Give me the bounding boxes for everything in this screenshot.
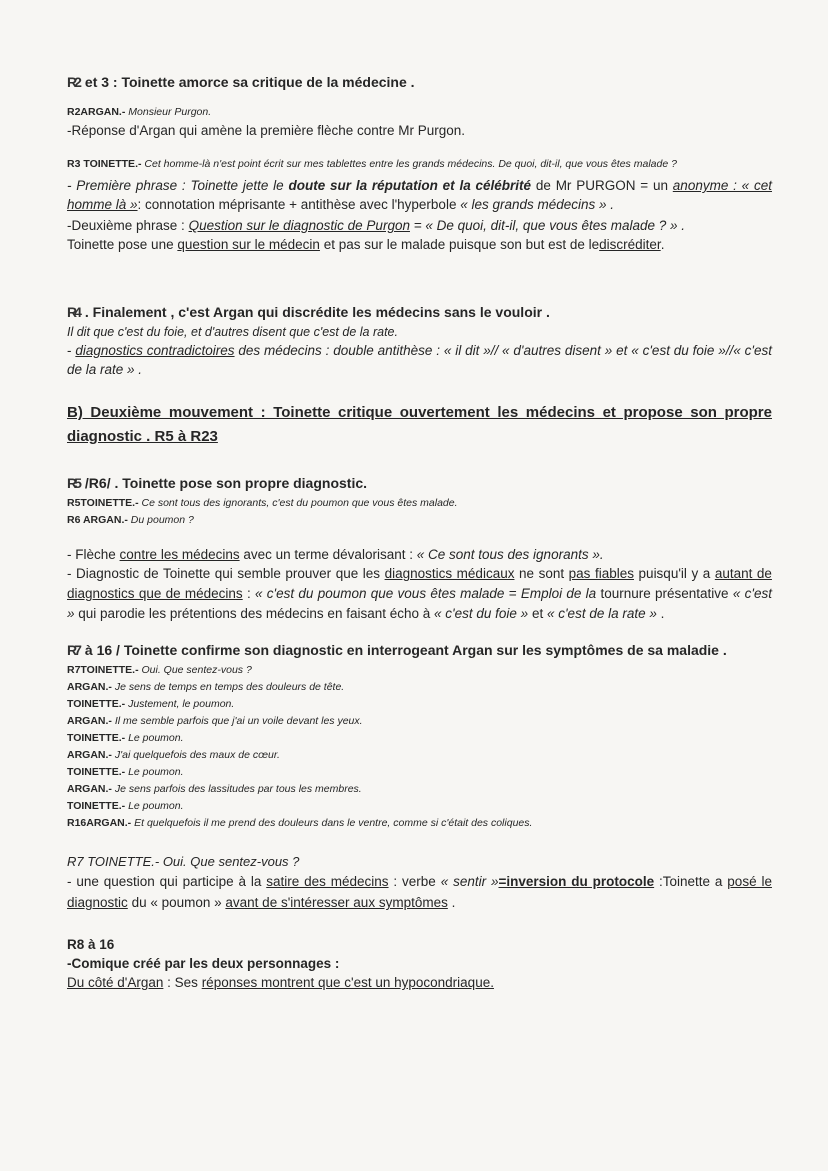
analysis-paragraph bbox=[67, 871, 772, 913]
text: « c'est » bbox=[67, 586, 772, 621]
text: « c'est du foie » bbox=[434, 606, 529, 621]
analysis-paragraph bbox=[67, 176, 772, 214]
underlined-text: réponses montrent que c'est un hypocondriaque. bbox=[201, 975, 494, 990]
speaker: ARGAN.- bbox=[67, 783, 112, 795]
text: et bbox=[616, 343, 628, 358]
text: . bbox=[660, 606, 665, 621]
speaker: TOINETTE.- bbox=[67, 800, 126, 812]
dialogue-block bbox=[67, 662, 772, 832]
dialogue-line bbox=[67, 815, 772, 832]
speech: Oui. Que sentez-vous ? bbox=[141, 664, 252, 676]
text: avec un terme dévalorisant : bbox=[243, 547, 413, 562]
dialogue-line bbox=[67, 156, 772, 172]
underlined-text: satire des médecins bbox=[266, 874, 389, 889]
analysis-line bbox=[67, 545, 772, 564]
underlined-text: question sur le médecin bbox=[177, 237, 320, 252]
text: et pas sur le malade puisque son but est de le bbox=[323, 237, 600, 252]
dialogue-line bbox=[67, 764, 772, 781]
speaker: R3 TOINETTE.- bbox=[67, 158, 142, 170]
section-marker: R4 bbox=[67, 304, 79, 320]
underlined-text: diagnostics contradictoires bbox=[75, 343, 235, 358]
text: - Diagnostic de Toinette qui semble prouver que les bbox=[67, 566, 381, 581]
text: : verbe bbox=[393, 874, 436, 889]
text: :Toinette a bbox=[659, 874, 723, 889]
text: . bbox=[660, 237, 665, 252]
section-title-text: à 16 / Toinette confirme son diagnostic en interrogeant Argan sur les symptômes de sa maladie . bbox=[84, 642, 727, 658]
underlined-text: pas fiables bbox=[568, 566, 634, 581]
text: qui parodie les prétentions des médecins en faisant écho à bbox=[78, 606, 431, 621]
analysis-line bbox=[67, 235, 772, 254]
speaker: TOINETTE.- bbox=[67, 732, 126, 744]
section-title-text: /R6/ . Toinette pose son propre diagnostic. bbox=[84, 475, 368, 491]
analysis-paragraph bbox=[67, 341, 772, 379]
section-r2-3-title bbox=[67, 74, 772, 90]
emphasis: =inversion du protocole bbox=[498, 874, 655, 889]
text: - bbox=[67, 343, 72, 358]
speech: Cet homme-là n'est point écrit sur mes tablettes entre les grands médecins. De quoi, dit-il, que vous êtes malade ? bbox=[144, 158, 677, 170]
dialogue-line bbox=[67, 104, 772, 121]
text: et bbox=[531, 606, 544, 621]
speech: Le poumon. bbox=[128, 732, 184, 744]
section-title-text: . Finalement , c'est Argan qui discrédite les médecins sans le vouloir . bbox=[84, 304, 550, 320]
text: « Ce sont tous des ignorants ». bbox=[416, 547, 604, 562]
section-marker: R7 bbox=[67, 642, 79, 658]
speech: Monsieur Purgon. bbox=[128, 106, 212, 118]
section-marker: R5 bbox=[67, 475, 79, 491]
speaker: R16ARGAN.- bbox=[67, 817, 132, 829]
text: « il dit »// « d'autres disent » bbox=[443, 343, 613, 358]
speaker: ARGAN.- bbox=[67, 749, 112, 761]
underlined-text: autant de diagnostics que de médecins bbox=[67, 566, 772, 601]
speech: Du poumon ? bbox=[130, 514, 194, 526]
dialogue-recall: R7 TOINETTE.- Oui. Que sentez-vous ? bbox=[67, 854, 300, 869]
dialogue-line bbox=[67, 512, 772, 529]
speech: Justement, le poumon. bbox=[128, 698, 235, 710]
speaker: ARGAN.- bbox=[67, 681, 112, 693]
section-title-text: et 3 : Toinette amorce sa critique de la médecine . bbox=[84, 74, 415, 90]
speaker: R7TOINETTE.- bbox=[67, 664, 139, 676]
dialogue-line bbox=[67, 747, 772, 764]
quote-line: Il dit que c'est du foie, et d'autres disent que c'est de la rate. bbox=[67, 325, 398, 339]
dialogue-line bbox=[67, 662, 772, 679]
speech: Je sens parfois des lassitudes par tous les membres. bbox=[114, 783, 362, 795]
text: ne sont bbox=[519, 566, 565, 581]
dialogue-line bbox=[67, 696, 772, 713]
underlined-text: diagnostics médicaux bbox=[384, 566, 515, 581]
text: des médecins : double antithèse : bbox=[238, 343, 441, 358]
text: : Ses bbox=[167, 975, 198, 990]
text: « c'est du poumon que vous êtes malade = Emploi de la bbox=[255, 586, 597, 601]
speech: Le poumon. bbox=[128, 766, 184, 778]
underlined-text: contre les médecins bbox=[119, 547, 240, 562]
dialogue-line bbox=[67, 679, 772, 696]
speaker: TOINETTE.- bbox=[67, 698, 126, 710]
section-r5-6-title bbox=[67, 475, 772, 491]
movement-heading: B) Deuxième mouvement : Toinette critique ouvertement les médecins et propose son propre diagnostic . R5 à R23 bbox=[67, 404, 772, 445]
text: de Mr PURGON = un bbox=[535, 178, 668, 193]
speech: Je sens de temps en temps des douleurs de tête. bbox=[114, 681, 345, 693]
speech: Ce sont tous des ignorants, c'est du poumon que vous êtes malade. bbox=[141, 497, 458, 509]
text: -Deuxième phrase : bbox=[67, 218, 185, 233]
document-page bbox=[67, 72, 772, 992]
dialogue-line bbox=[67, 495, 772, 512]
speaker: R6 ARGAN.- bbox=[67, 514, 128, 526]
dialogue-line bbox=[67, 713, 772, 730]
underlined-text: Du côté d'Argan bbox=[67, 975, 164, 990]
underlined-text: discréditer bbox=[599, 237, 661, 252]
dialogue-line bbox=[67, 798, 772, 815]
comic-heading: -Comique créé par les deux personnages : bbox=[67, 956, 340, 971]
text: - Première phrase : Toinette jette le bbox=[67, 178, 284, 193]
text: : bbox=[246, 586, 251, 601]
speech: Le poumon. bbox=[128, 800, 184, 812]
underlined-text: avant de s'intéresser aux symptômes bbox=[225, 895, 448, 910]
underlined-text: Question sur le diagnostic de Purgon bbox=[188, 218, 410, 233]
analysis-paragraph bbox=[67, 564, 772, 624]
speaker: TOINETTE.- bbox=[67, 766, 126, 778]
dialogue-line bbox=[67, 730, 772, 747]
analysis-line: -Réponse d'Argan qui amène la première flèche contre Mr Purgon. bbox=[67, 123, 466, 138]
speaker: ARGAN.- bbox=[67, 715, 112, 727]
text: Toinette pose une bbox=[67, 237, 174, 252]
speaker: R2ARGAN.- bbox=[67, 106, 126, 118]
text: « les grands médecins » . bbox=[460, 197, 615, 212]
text: « c'est de la rate » bbox=[546, 606, 657, 621]
text: = « De quoi, dit-il, que vous êtes malade ? » . bbox=[413, 218, 686, 233]
text: : connotation méprisante + antithèse avec l'hyperbole bbox=[137, 197, 457, 212]
analysis-line bbox=[67, 216, 772, 235]
analysis-line bbox=[67, 973, 772, 992]
text: - une question qui participe à la bbox=[67, 874, 262, 889]
underlined-text: posé le diagnostic bbox=[67, 874, 772, 910]
text: . bbox=[451, 895, 456, 910]
text: « c'est du foie »//« c'est de la rate » . bbox=[67, 343, 772, 377]
speech: Il me semble parfois que j'ai un voile devant les yeux. bbox=[114, 715, 363, 727]
text: « sentir » bbox=[440, 874, 499, 889]
underlined-text: anonyme : « cet homme là » bbox=[67, 178, 772, 212]
range-label: R8 à 16 bbox=[67, 937, 115, 952]
speech: J'ai quelquefois des maux de cœur. bbox=[114, 749, 280, 761]
speech: Et quelquefois il me prend des douleurs dans le ventre, comme si c'était des coliques. bbox=[134, 817, 533, 829]
text: du « poumon » bbox=[131, 895, 222, 910]
speaker: R5TOINETTE.- bbox=[67, 497, 139, 509]
emphasis: doute sur la réputation et la célébrité bbox=[288, 178, 532, 193]
dialogue-line bbox=[67, 781, 772, 798]
text: puisqu'il y a bbox=[638, 566, 711, 581]
section-marker: R2 bbox=[67, 74, 79, 90]
text: tournure présentative bbox=[600, 586, 729, 601]
section-r7-16-title bbox=[67, 642, 772, 658]
section-r4-title bbox=[67, 304, 772, 320]
text: - Flèche bbox=[67, 547, 116, 562]
